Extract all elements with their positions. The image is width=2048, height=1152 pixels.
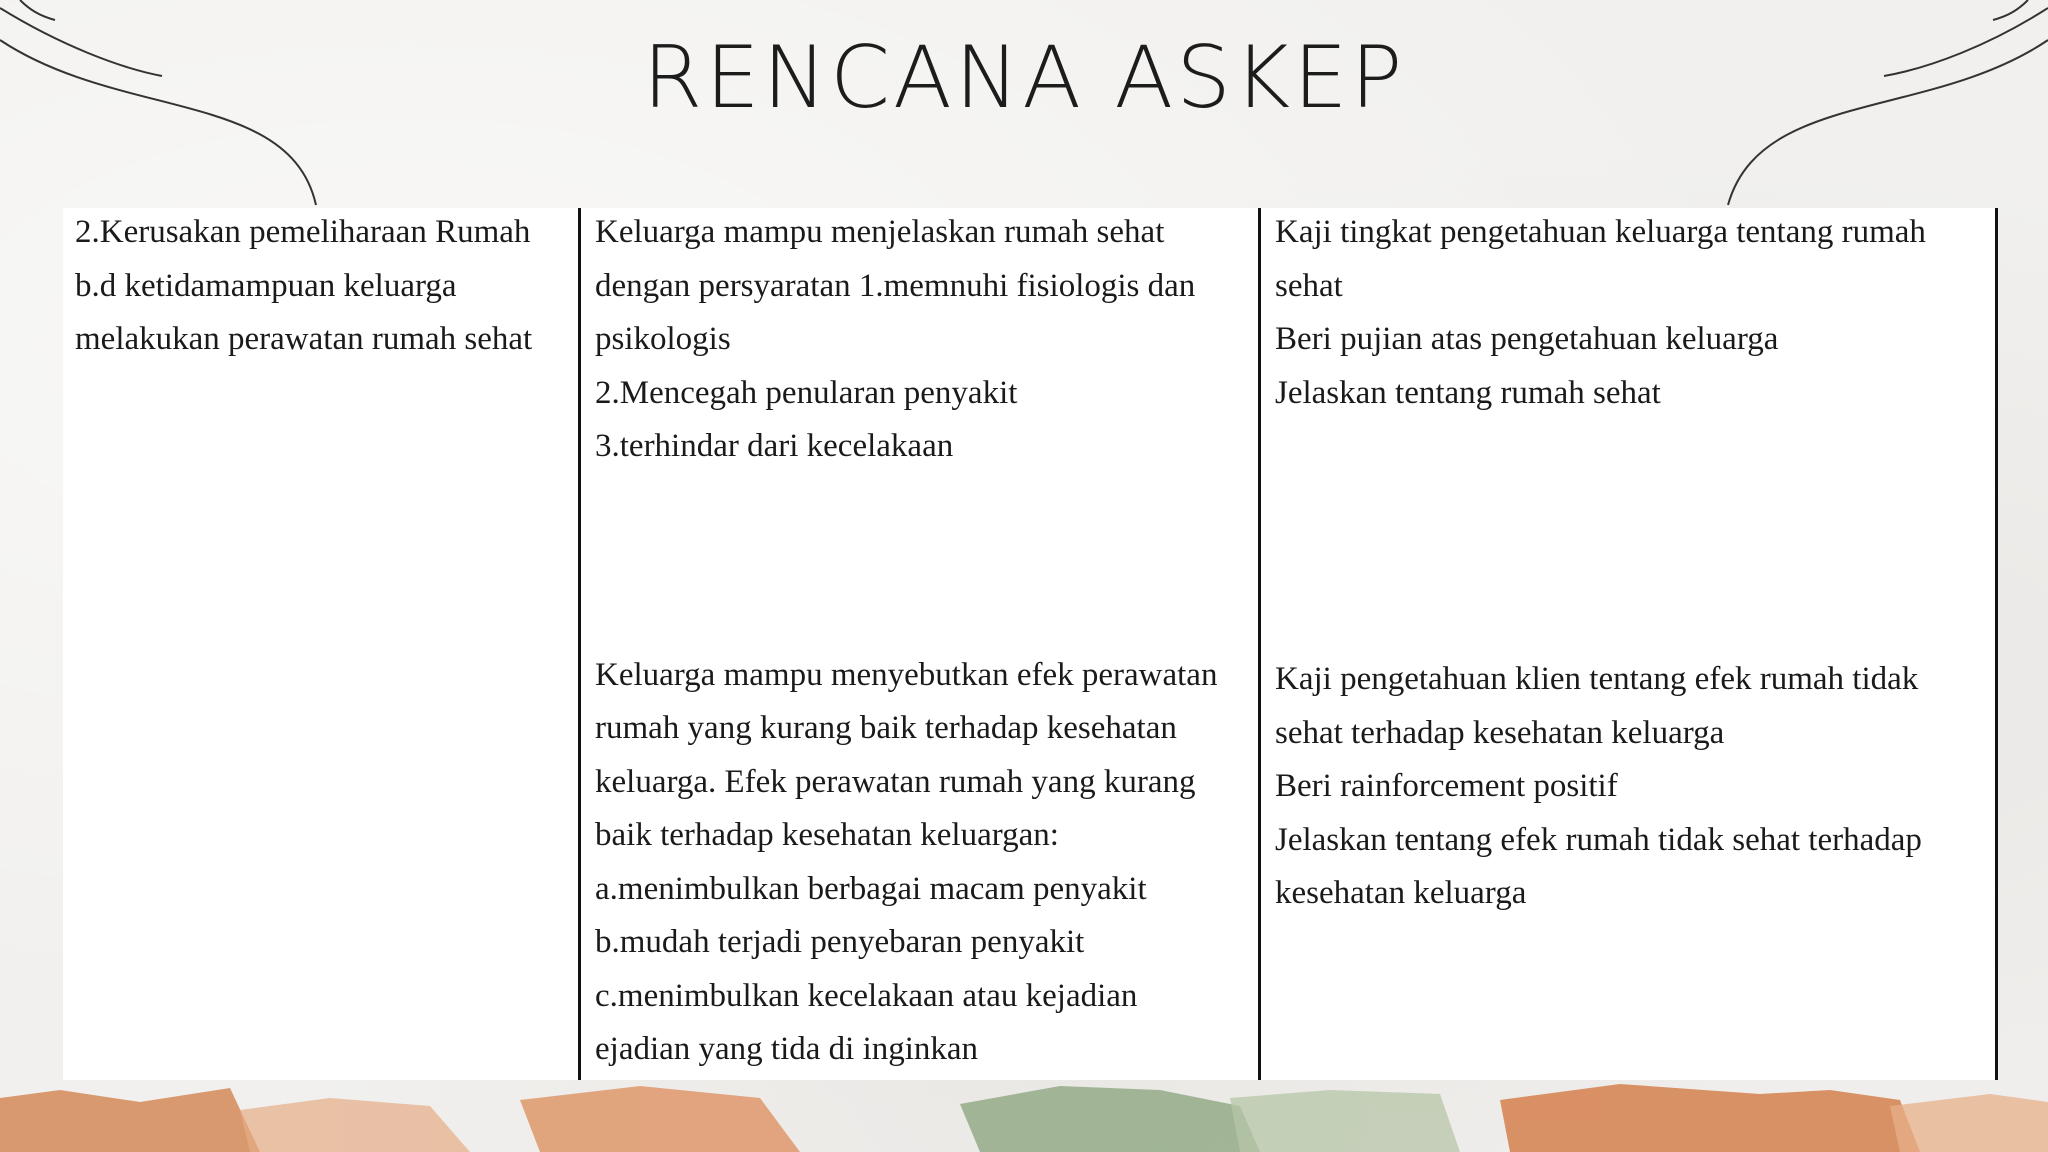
criteria-line: ejadian yang tida di inginkan <box>595 1031 979 1067</box>
slide-title: RENCANA ASKEP <box>642 28 1406 128</box>
row-spacer <box>595 476 1258 651</box>
criteria-line: c.menimbulkan kecelakaan atau kejadian <box>595 977 1138 1014</box>
intervention-line: sehat terhadap kesehatan keluarga <box>1275 714 1725 751</box>
intervention-line: Kaji tingkat pengetahuan keluarga tentang rumah <box>1275 214 1926 250</box>
brush-stroke-peach <box>240 1098 470 1152</box>
brush-stroke-green <box>960 1086 1260 1152</box>
intervention-line: Jelaskan tentang rumah sehat <box>1275 374 1661 411</box>
diagnosis-line: melakukan perawatan rumah sehat <box>75 321 533 357</box>
top-right-curve-small <box>1993 0 2028 20</box>
criteria-line: baik terhadap kesehatan keluargan: <box>595 817 1059 853</box>
intervention-line: sehat <box>1275 267 1343 304</box>
intervention-line: Beri pujian atas pengetahuan keluarga <box>1275 321 1779 357</box>
row-spacer <box>1275 422 1995 655</box>
criteria-line: b.mudah terjadi penyebaran penyakit <box>595 924 1085 960</box>
top-left-curve-small <box>20 0 55 20</box>
criteria-line: 3.terhindar dari kecelakaan <box>595 428 954 464</box>
criteria-line: dengan persyaratan 1.memnuhi fisiologis dan <box>595 267 1196 304</box>
diagnosis-column <box>63 208 578 1080</box>
criteria-line: 2.Mencegah penularan penyakit <box>595 374 1018 411</box>
askep-table <box>63 208 1998 1080</box>
criteria-line: keluarga. Efek perawatan rumah yang kurang <box>595 763 1196 800</box>
brush-stroke-orange-mid <box>520 1086 800 1152</box>
intervention-line: Beri rainforcement positif <box>1275 768 1618 804</box>
brush-stroke-orange-right <box>1500 1084 1920 1152</box>
brush-stroke-peach-right <box>1890 1094 2048 1152</box>
diagnosis-line: 2.Kerusakan pemeliharaan Rumah <box>75 214 531 250</box>
criteria-line: psikologis <box>595 321 731 357</box>
intervention-line: Jelaskan tentang efek rumah tidak sehat terhadap <box>1275 821 1922 858</box>
diagnosis-line: b.d ketidamampuan keluarga <box>75 267 457 304</box>
watercolor-footer <box>0 1080 2048 1152</box>
criteria-line: Keluarga mampu menjelaskan rumah sehat <box>595 214 1165 250</box>
intervention-column <box>1258 208 1998 1080</box>
intervention-line: Kaji pengetahuan klien tentang efek rumah tidak <box>1275 661 1919 697</box>
criteria-line: rumah yang kurang baik terhadap kesehatan <box>595 710 1177 746</box>
intervention-line: kesehatan keluarga <box>1275 875 1527 911</box>
brush-stroke-green-light <box>1230 1090 1460 1152</box>
criteria-column <box>578 208 1258 1080</box>
brush-stroke-orange-left <box>0 1088 260 1152</box>
criteria-line: a.menimbulkan berbagai macam penyakit <box>595 870 1147 907</box>
criteria-line: Keluarga mampu menyebutkan efek perawatan <box>595 656 1218 693</box>
